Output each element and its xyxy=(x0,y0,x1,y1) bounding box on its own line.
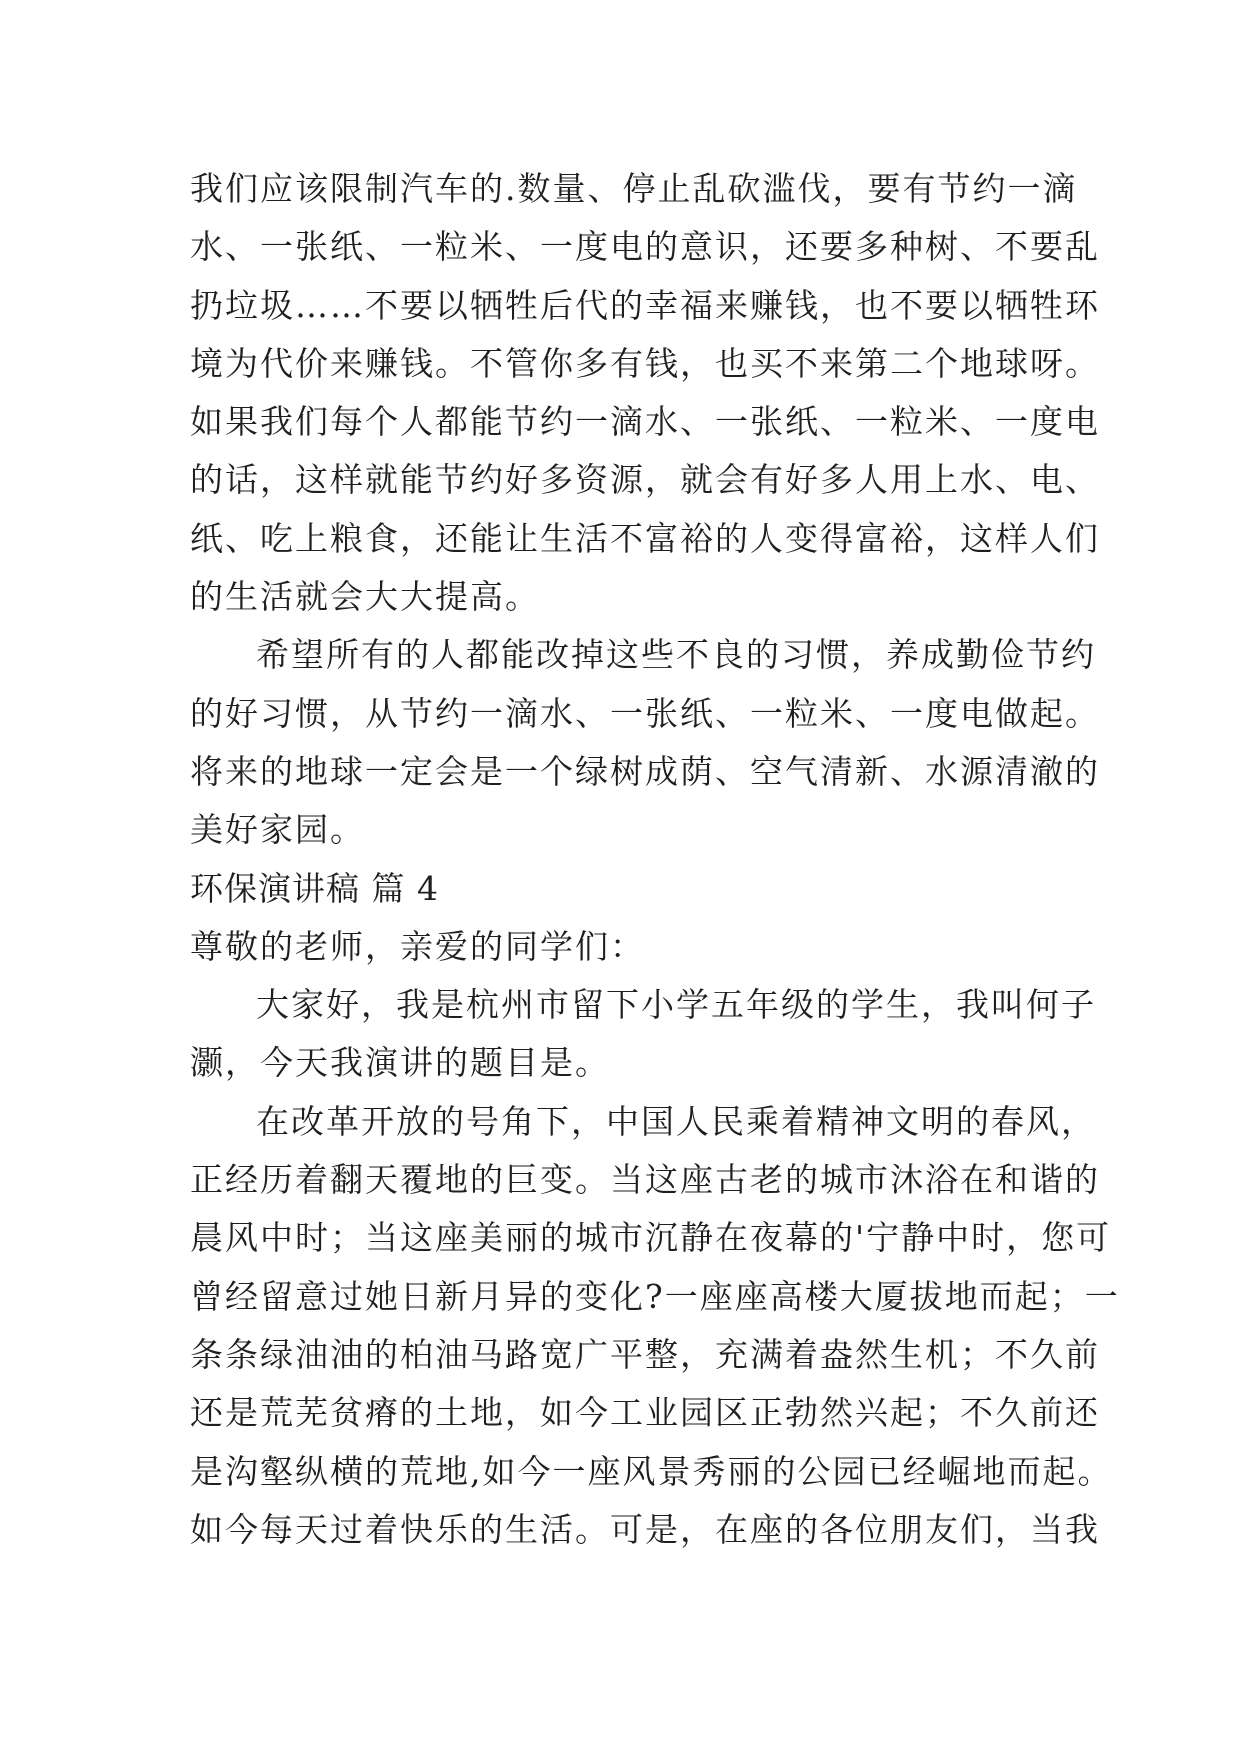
paragraph-1-line-2: 水、一张纸、一粒米、一度电的意识，还要多种树、不要乱 xyxy=(190,227,1100,267)
section-heading: 环保演讲稿 篇 4 xyxy=(190,868,439,908)
document-body xyxy=(190,160,1120,1559)
paragraph-1-line-3: 扔垃圾……不要以牺牲后代的幸福来赚钱，也不要以牺牲环 xyxy=(190,285,1100,325)
paragraph-1-line-8: 的生活就会大大提高。 xyxy=(190,577,540,617)
paragraph-4-line-1: 在改革开放的号角下，中国人民乘着精神文明的春风， xyxy=(256,1101,1096,1141)
paragraph-4-line-5: 条条绿油油的柏油马路宽广平整，充满着盎然生机；不久前 xyxy=(190,1334,1100,1374)
paragraph-2-line-4: 美好家园。 xyxy=(190,810,365,850)
paragraph-2-line-3: 将来的地球一定会是一个绿树成荫、空气清新、水源清澈的 xyxy=(190,751,1100,791)
paragraph-2-line-1: 希望所有的人都能改掉这些不良的习惯，养成勤俭节约 xyxy=(256,635,1096,675)
salutation: 尊敬的老师，亲爱的同学们： xyxy=(190,926,645,966)
paragraph-1-line-1: 我们应该限制汽车的.数量、停止乱砍滥伐，要有节约一滴 xyxy=(190,169,1078,208)
paragraph-4-line-6: 还是荒芜贫瘠的土地，如今工业园区正勃然兴起；不久前还 xyxy=(190,1393,1100,1433)
paragraph-4-line-2: 正经历着翻天覆地的巨变。当这座古老的城市沐浴在和谐的 xyxy=(190,1160,1100,1200)
paragraph-3-line-2: 灏，今天我演讲的题目是。 xyxy=(190,1043,610,1083)
paragraph-1-line-6: 的话，这样就能节约好多资源，就会有好多人用上水、电、 xyxy=(190,460,1100,500)
paragraph-3-line-1: 大家好，我是杭州市留下小学五年级的学生，我叫何子 xyxy=(256,985,1096,1025)
paragraph-1-line-4: 境为代价来赚钱。不管你多有钱，也买不来第二个地球呀。 xyxy=(190,343,1100,383)
paragraph-4-line-7: 是沟壑纵横的荒地,如今一座风景秀丽的公园已经崛地而起。 xyxy=(190,1451,1113,1491)
paragraph-1-line-5: 如果我们每个人都能节约一滴水、一张纸、一粒米、一度电 xyxy=(190,402,1100,442)
paragraph-2-line-2: 的好习惯，从节约一滴水、一张纸、一粒米、一度电做起。 xyxy=(190,693,1100,733)
paragraph-4-line-8: 如今每天过着快乐的生活。可是，在座的各位朋友们，当我 xyxy=(190,1509,1100,1549)
paragraph-4-line-3: 晨风中时；当这座美丽的城市沉静在夜幕的'宁静中时，您可 xyxy=(190,1218,1112,1258)
paragraph-4-line-4: 曾经留意过她日新月异的变化?一座座高楼大厦拔地而起；一 xyxy=(190,1276,1120,1316)
paragraph-1-line-7: 纸、吃上粮食，还能让生活不富裕的人变得富裕，这样人们 xyxy=(190,518,1100,558)
